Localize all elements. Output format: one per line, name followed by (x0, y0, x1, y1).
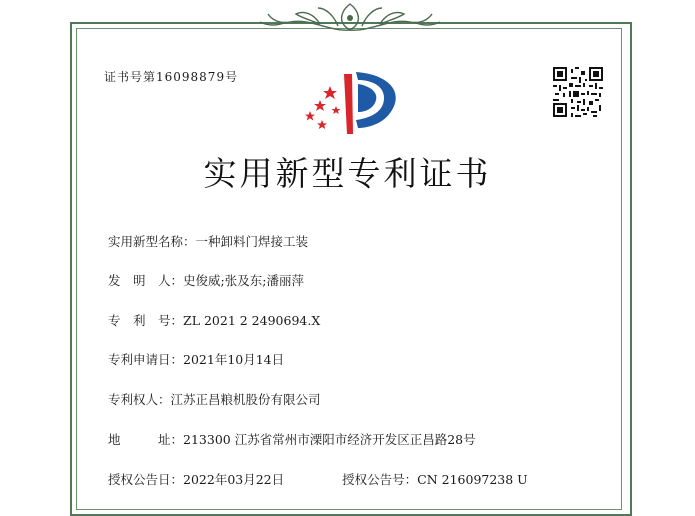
cnipa-logo-icon (300, 66, 410, 142)
certificate-number: 证书号第16098879号 (104, 70, 239, 84)
field-row-patent-number (108, 311, 320, 329)
field-label: 发 明 人： (108, 273, 184, 288)
field-row-application-date (108, 350, 284, 368)
field-value: 213300 江苏省常州市溧阳市经济开发区正昌路28号 (183, 432, 476, 447)
field-label: 实用新型名称： (108, 234, 196, 249)
field-row-grant-date (108, 470, 528, 488)
field-value: 2022年03月22日 (183, 472, 285, 487)
field-value: 2021年10月14日 (183, 352, 285, 367)
field-label: 专 利 号： (108, 313, 184, 328)
field-row-address (108, 430, 476, 448)
field-label: 专利权人： (108, 392, 171, 407)
field-label: 地 址： (108, 432, 184, 447)
announcement-value: CN 216097238 U (417, 472, 528, 487)
field-label: 授权公告日： (108, 472, 184, 487)
field-value: ZL 2021 2 2490694.X (183, 313, 321, 328)
qr-code-icon (553, 67, 603, 117)
certificate-title: 实用新型专利证书 (203, 154, 492, 193)
field-row-inventors (108, 271, 304, 289)
field-row-name (108, 232, 308, 250)
field-value: 江苏正昌粮机股份有限公司 (170, 392, 321, 407)
field-row-patentee (108, 390, 321, 408)
announcement-label: 授权公告号： (342, 472, 418, 487)
field-value: 史俊威;张及东;潘丽萍 (183, 273, 304, 288)
field-value: 一种卸料门焊接工装 (195, 234, 309, 249)
ornament-icon (250, 0, 450, 36)
field-label: 专利申请日： (108, 352, 184, 367)
